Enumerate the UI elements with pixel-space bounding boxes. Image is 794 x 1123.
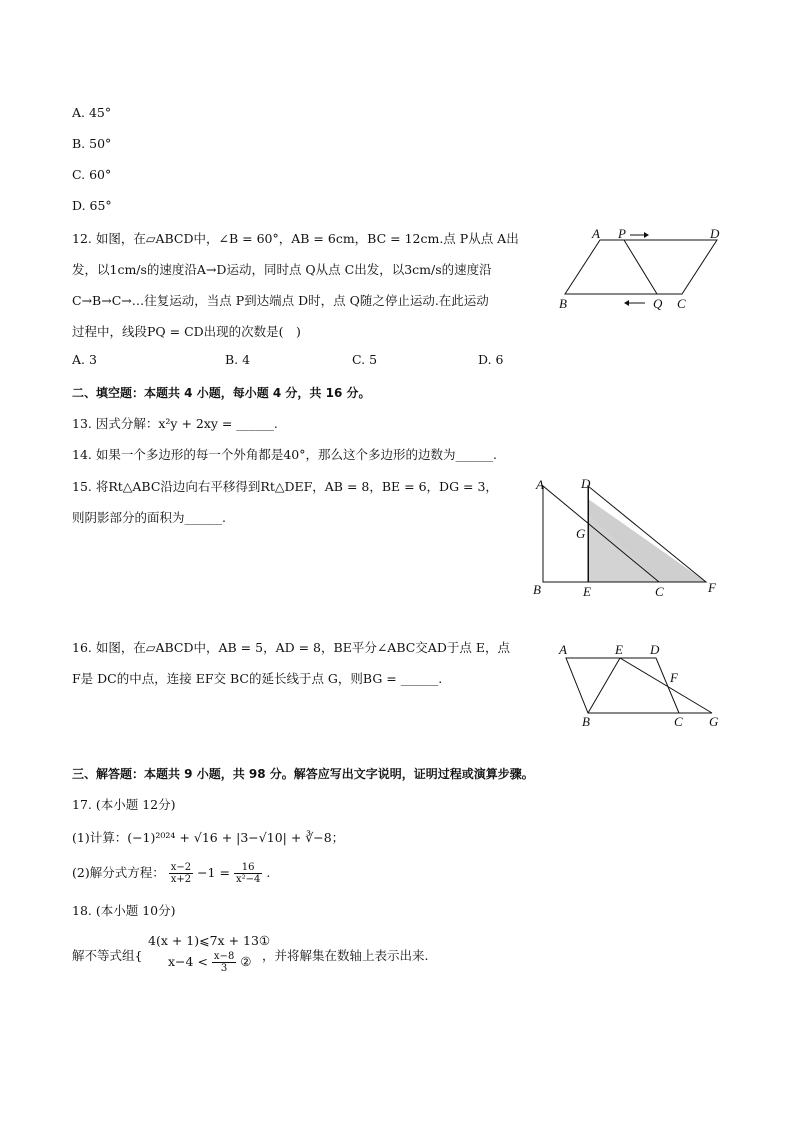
q17-part2-prefix: (2)解分式方程： xyxy=(72,865,165,880)
q18-prefix: 解不等式组{ xyxy=(72,948,143,963)
q18-frac-num: x−8 xyxy=(213,951,235,962)
q16-label-D: D xyxy=(650,642,660,657)
q15-line2: 则阴影部分的面积为______. xyxy=(72,510,226,525)
q17-part2 xyxy=(72,862,270,885)
q18-ineq2-mark: ② xyxy=(240,954,252,969)
q16-label-B: B xyxy=(582,714,590,729)
q12-label-D: D xyxy=(710,226,720,241)
q18-fraction xyxy=(212,951,236,974)
q12-option-a: A. 3 xyxy=(72,352,97,367)
q12-label-C: C xyxy=(677,296,686,311)
q16-label-G: G xyxy=(709,714,719,729)
q17-frac1-den: x+2 xyxy=(170,874,192,885)
q16-line1: 16. 如图，在▱ABCD中，AB = 5，AD = 8，BE平分∠ABC交AD于点 E，点 xyxy=(72,640,510,655)
q14: 14. 如果一个多边形的每一个外角都是40°，那么这个多边形的边数为______. xyxy=(72,447,497,462)
q16-label-E: E xyxy=(615,642,623,657)
q12-line3: C→B→C→…往复运动，当点 P到达端点 D时，点 Q随之停止运动.在此运动 xyxy=(72,293,489,308)
q17-part1: (1)计算：(−1)²⁰²⁴ + √16 + |3−√10| + ∛−8； xyxy=(72,830,345,845)
q17-frac2-num: 16 xyxy=(234,862,262,874)
q17-title: 17. (本小题 12分) xyxy=(72,797,176,812)
q18-ineq2-left: x−4 < xyxy=(168,954,208,969)
q17-fraction-1 xyxy=(169,862,193,885)
q17-mid: −1 = xyxy=(197,865,230,880)
q11-option-a: A. 45° xyxy=(72,105,112,120)
q12-label-B: B xyxy=(559,296,567,311)
q18-ineq2 xyxy=(168,951,252,974)
q15-label-F: F xyxy=(708,580,716,595)
q12-label-Q: Q xyxy=(653,296,663,311)
q11-option-d: D. 65° xyxy=(72,198,112,213)
q12-label-P: P xyxy=(618,226,626,241)
q12-option-c: C. 5 xyxy=(352,352,378,367)
q16-figure xyxy=(552,640,732,732)
q17-end: . xyxy=(266,865,271,880)
q15-line1: 15. 将Rt△ABC沿边向右平移得到Rt△DEF，AB = 8，BE = 6，DG = 3， xyxy=(72,479,498,494)
q13: 13. 因式分解：x²y + 2xy = ______. xyxy=(72,416,278,431)
q16-label-C: C xyxy=(674,714,683,729)
q17-frac1-num: x−2 xyxy=(170,862,192,873)
q12-line2: 发，以1cm/s的速度沿A→D运动，同时点 Q从点 C出发，以3cm/s的速度沿 xyxy=(72,262,492,277)
q18-ineq1: 4(x + 1)⩽7x + 13① xyxy=(148,933,271,948)
q15-label-G: G xyxy=(576,526,586,541)
q17-fraction-2 xyxy=(234,862,262,885)
q15-label-C: C xyxy=(655,584,664,599)
q16-label-F: F xyxy=(670,670,678,685)
q15-label-D: D xyxy=(581,476,591,491)
q12-line1: 12. 如图，在▱ABCD中，∠B = 60°，AB = 6cm，BC = 12cm.点 P从点 A出 xyxy=(72,231,519,246)
q15-label-B: B xyxy=(533,582,541,597)
q16-line2: F是 DC的中点，连接 EF交 BC的延长线于点 G，则BG = ______. xyxy=(72,671,443,686)
q18-suffix: ，并将解集在数轴上表示出来. xyxy=(262,948,429,963)
q12-option-b: B. 4 xyxy=(225,352,251,367)
q16-label-A: A xyxy=(559,642,567,657)
q17-frac2-den: x²−4 xyxy=(235,874,261,885)
section3-heading: 三、解答题：本题共 9 小题，共 98 分。解答应写出文字说明，证明过程或演算步骤。 xyxy=(72,767,534,781)
q15-label-E: E xyxy=(583,584,591,599)
q11-option-c: C. 60° xyxy=(72,167,112,182)
q12-label-A: A xyxy=(592,226,600,241)
q12-figure xyxy=(552,224,732,314)
q18-frac-den: 3 xyxy=(220,963,228,974)
q18-title: 18. (本小题 10分) xyxy=(72,903,176,918)
q15-figure xyxy=(528,472,728,602)
q11-option-b: B. 50° xyxy=(72,136,112,151)
q12-option-d: D. 6 xyxy=(478,352,504,367)
q12-line4: 过程中，线段PQ = CD出现的次数是( ) xyxy=(72,324,301,339)
section2-heading: 二、填空题：本题共 4 小题，每小题 4 分，共 16 分。 xyxy=(72,386,371,400)
q15-label-A: A xyxy=(536,477,544,492)
